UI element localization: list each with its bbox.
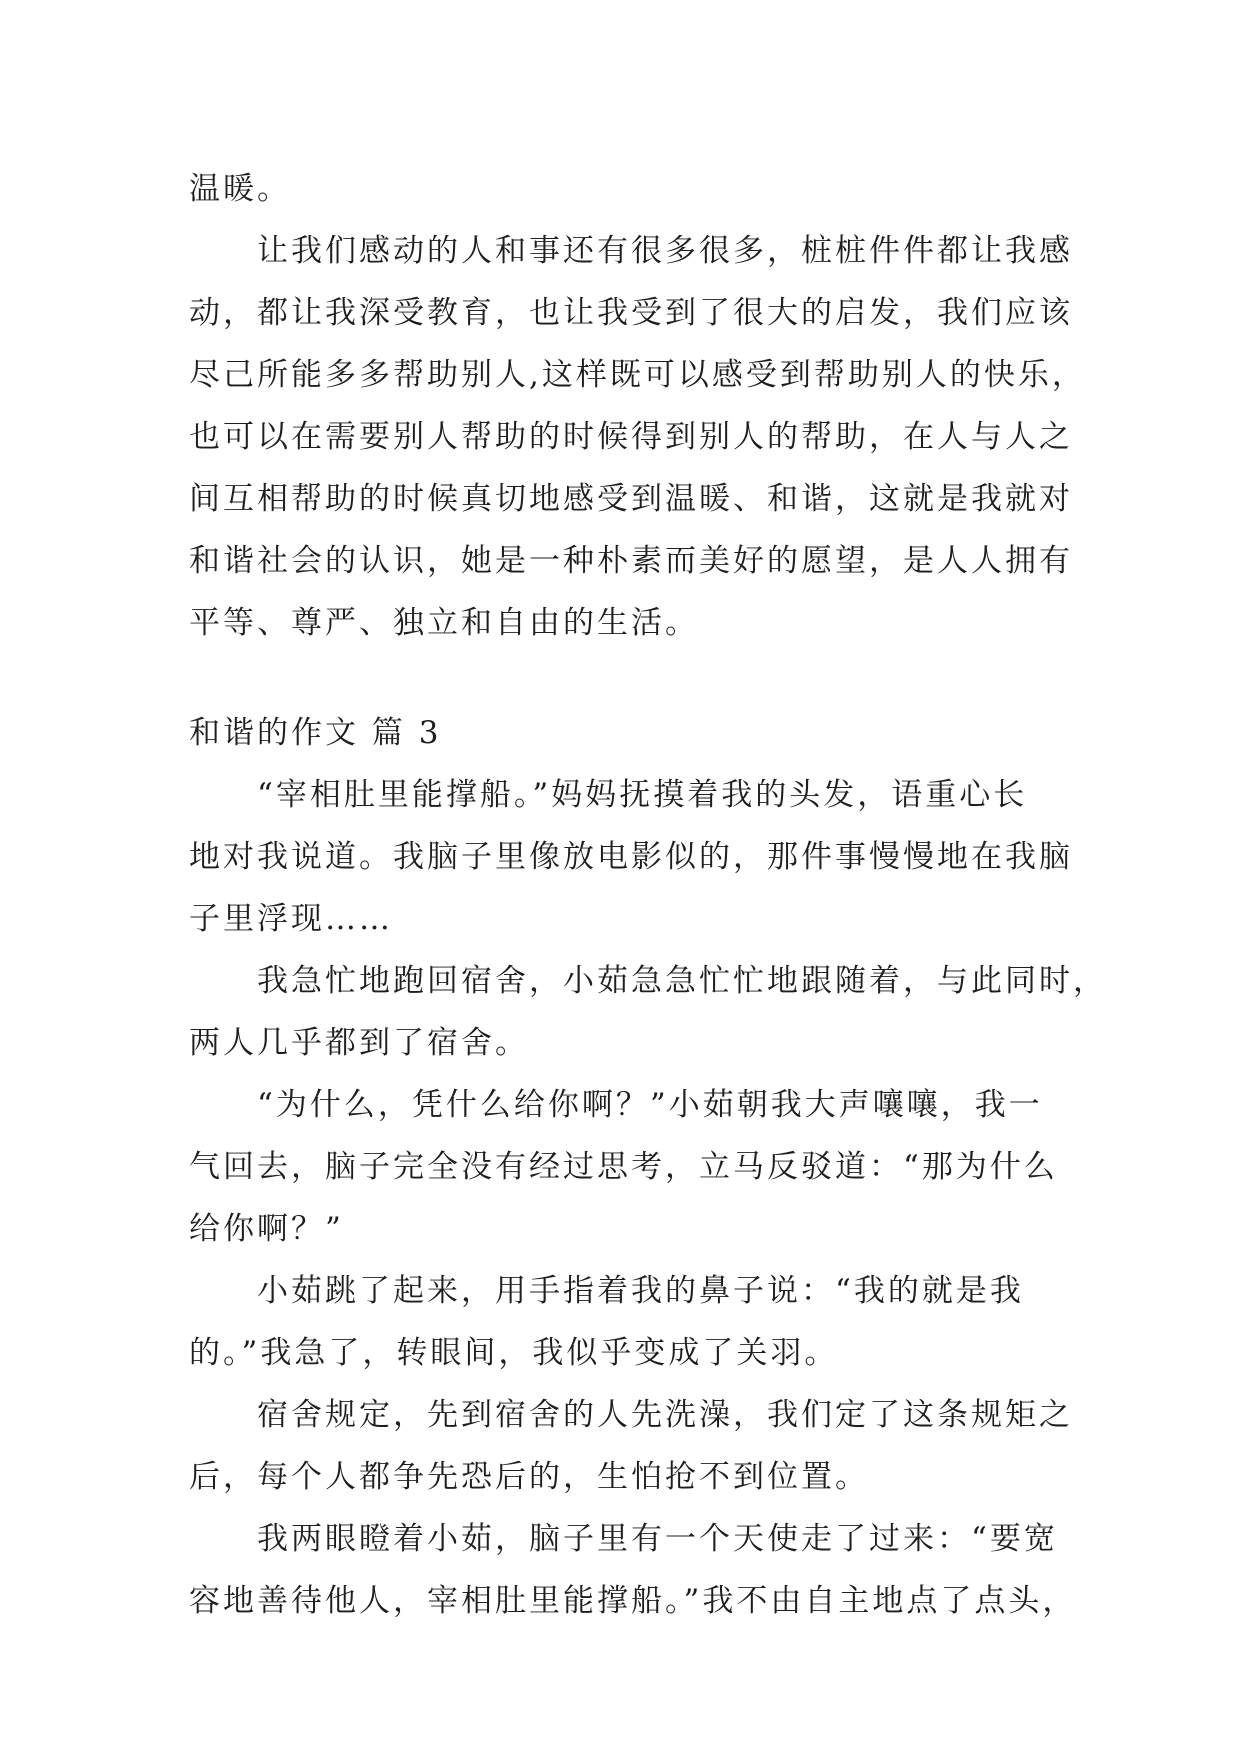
text-line: 让我们感动的人和事还有很多很多，桩桩件件都让我感 <box>257 233 1073 269</box>
text-line: 给你啊？” <box>189 1211 344 1247</box>
text-line: “宰相肚里能撑船。”妈妈抚摸着我的头发，语重心长 <box>257 777 1028 813</box>
document-body <box>189 158 1107 1632</box>
paragraphs-before-heading <box>189 158 1086 654</box>
text-line: 地对我说道。我脑子里像放电影似的，那件事慢慢地在我脑 <box>189 839 1073 875</box>
text-line: 温暖。 <box>189 171 291 207</box>
text-line: 我急忙地跑回宿舍，小茹急急忙忙地跟随着，与此同时， <box>257 963 1107 999</box>
paragraphs-after-heading <box>189 764 1107 1632</box>
text-line: 后，每个人都争先恐后的，生怕抢不到位置。 <box>189 1459 869 1495</box>
text-line: 和谐社会的认识，她是一种朴素而美好的愿望，是人人拥有 <box>189 543 1073 579</box>
text-line: 宿舍规定，先到宿舍的人先洗澡，我们定了这条规矩之 <box>257 1397 1073 1433</box>
text-line: 间互相帮助的时候真切地感受到温暖、和谐，这就是我就对 <box>189 481 1073 517</box>
text-line: 容地善待他人，宰相肚里能撑船。”我不由自主地点了点头， <box>189 1583 1077 1619</box>
text-line: 子里浮现…… <box>189 901 393 937</box>
text-line: 的。”我急了，转眼间，我似乎变成了关羽。 <box>189 1335 839 1371</box>
text-line: 小茹跳了起来，用手指着我的鼻子说：“我的就是我 <box>257 1273 1024 1309</box>
text-line: 动，都让我深受教育，也让我受到了很大的启发，我们应该 <box>189 295 1073 331</box>
text-line: “为什么，凭什么给你啊？”小茹朝我大声嚷嚷，我一 <box>257 1087 1043 1123</box>
text-line: 气回去，脑子完全没有经过思考，立马反驳道：“那为什么 <box>189 1149 1058 1185</box>
text-line: 我两眼瞪着小茹，脑子里有一个天使走了过来：“要宽 <box>257 1521 1058 1557</box>
section-heading: 和谐的作文 篇 3 <box>189 715 442 751</box>
text-line: 尽己所能多多帮助别人,这样既可以感受到帮助别人的快乐， <box>189 357 1086 393</box>
text-line: 平等、尊严、独立和自由的生活。 <box>189 605 699 641</box>
section-gap <box>189 654 1069 702</box>
text-line: 两人几乎都到了宿舍。 <box>189 1025 529 1061</box>
text-line: 也可以在需要别人帮助的时候得到别人的帮助，在人与人之 <box>189 419 1073 455</box>
